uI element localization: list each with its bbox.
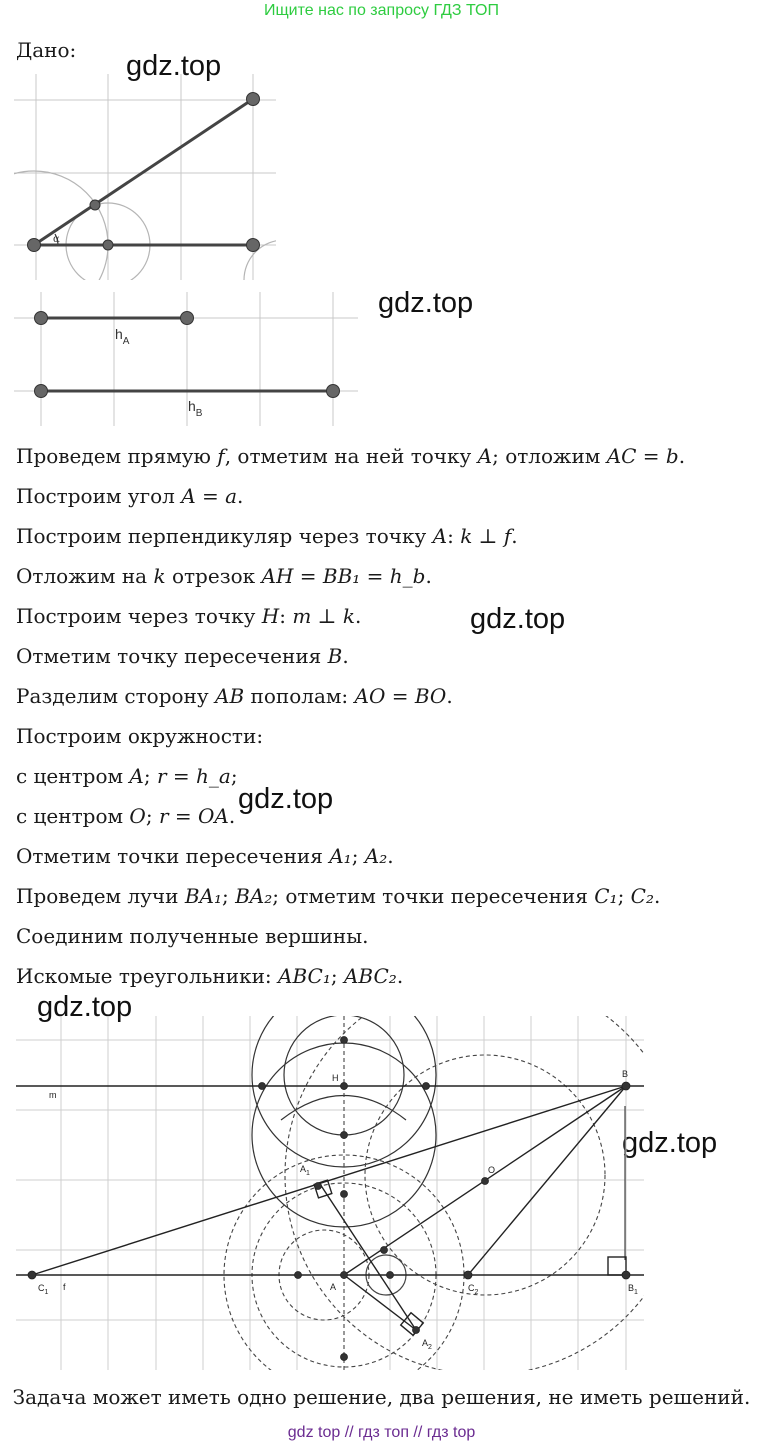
label-m: m	[49, 1090, 57, 1100]
step-9: с центром A; r = h_a;	[16, 764, 238, 788]
watermark: gdz.top	[37, 991, 133, 1023]
top-banner[interactable]: Ищите нас по запросу ГДЗ ТОП	[264, 2, 499, 19]
step-14: Искомые треугольники: ABC₁; ABC₂.	[16, 964, 404, 988]
given-label: Дано:	[16, 38, 77, 62]
label-b1: $B_1$	[628, 1283, 638, 1296]
watermark: gdz.top	[238, 783, 334, 815]
step-1: Проведем прямую f, отметим на ней точку A; отложим AC = b.	[16, 444, 686, 468]
step-6: Отметим точку пересечения B.	[16, 644, 349, 668]
step-5: Построим через точку H: m ⊥ k.	[16, 604, 362, 628]
label-a1: $A_1$	[300, 1164, 310, 1177]
label-a2: $A_2$	[422, 1338, 432, 1351]
step-4: Отложим на k отрезок AH = BB₁ = h_b.	[16, 564, 432, 588]
step-8: Построим окружности:	[16, 724, 264, 748]
construction-figure	[16, 1016, 644, 1370]
h-b-label: $h_B$	[188, 398, 203, 419]
given-heights-figure	[14, 292, 358, 426]
label-a: A	[330, 1282, 337, 1292]
step-11: Отметим точки пересечения A₁; A₂.	[16, 844, 394, 868]
step-3: Построим перпендикуляр через точку A: k ⊥ f.	[16, 524, 518, 548]
label-o: O	[488, 1165, 496, 1175]
label-b: B	[622, 1069, 629, 1079]
step-12: Проведем лучи BA₁; BA₂; отметим точки пересечения C₁; C₂.	[16, 884, 661, 908]
footer-links[interactable]: gdz top // гдз топ // гдз top	[287, 1424, 476, 1441]
conclusion-text: Задача может иметь одно решение, два решения, не иметь решений.	[12, 1385, 751, 1409]
step-2: Построим угол A = a.	[16, 484, 244, 508]
watermark: gdz.top	[470, 603, 566, 635]
watermark: gdz.top	[126, 50, 222, 82]
label-h: H	[332, 1073, 339, 1083]
step-13: Соединим полученные вершины.	[16, 924, 369, 948]
label-f: f	[63, 1282, 66, 1292]
watermark: gdz.top	[378, 287, 474, 319]
step-7: Разделим сторону AB пополам: AO = BO.	[16, 684, 453, 708]
label-c1: $C_1$	[38, 1283, 49, 1296]
step-10: с центром O; r = OA.	[16, 804, 236, 828]
h-a-label: $h_A$	[115, 326, 130, 347]
given-angle-figure	[14, 74, 276, 280]
alpha-label: α	[53, 234, 60, 245]
watermark: gdz.top	[622, 1127, 718, 1159]
label-c2: $C_2$	[468, 1283, 479, 1296]
